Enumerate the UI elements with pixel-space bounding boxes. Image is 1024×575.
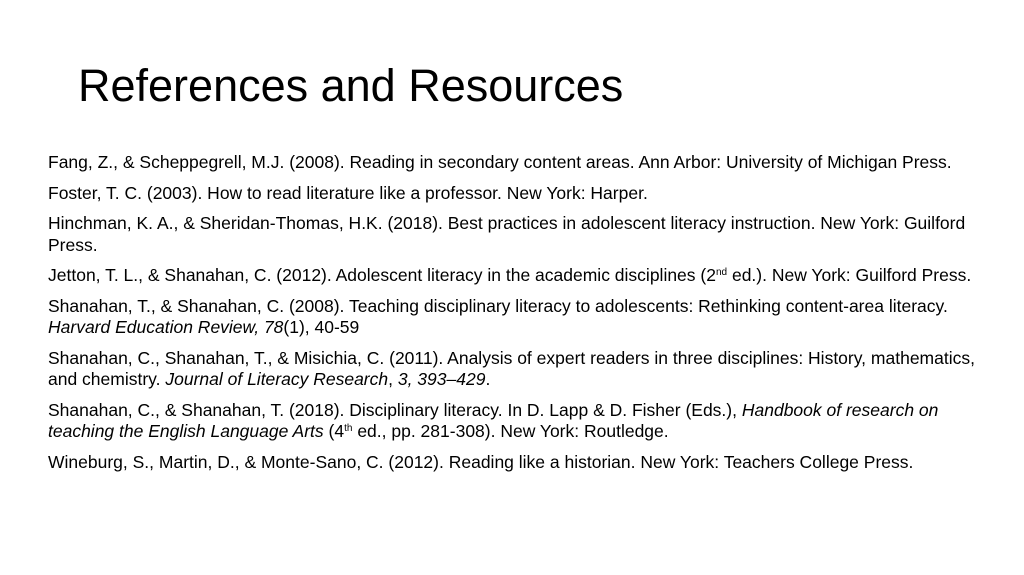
reference-item (48, 348, 996, 391)
reference-text: Wineburg, S., Martin, D., & Monte-Sano, C. (2012). Reading like a historian. New York: Teachers College Press. (48, 451, 914, 472)
reference-text: Jetton, T. L., & Shanahan, C. (2012). Adolescent literacy in the academic disciplines (2 (48, 265, 716, 285)
reference-item (48, 296, 996, 339)
reference-item (48, 400, 996, 443)
reference-item (48, 213, 996, 256)
ordinal-superscript: th (344, 423, 353, 434)
reference-text: Shanahan, T., & Shanahan, C. (2008). Teaching disciplinary literacy to adolescents: Rethinking content-area literacy. (48, 295, 948, 316)
italic-title-text: Harvard Education Review, 78 (48, 317, 284, 337)
reference-text: . (485, 369, 491, 389)
reference-list (48, 152, 996, 473)
ordinal-superscript: nd (715, 267, 728, 278)
reference-text: Shanahan, C., Shanahan, T., & Misichia, C. (2011). Analysis of expert readers in three disciplines: History, mathematics, and chemistry. (48, 347, 975, 389)
reference-text: , (388, 369, 398, 389)
reference-text: (4 (323, 421, 345, 441)
italic-title-text: Handbook of research on teaching the English Language Arts (48, 399, 939, 441)
reference-text: Shanahan, C., & Shanahan, T. (2018). Disciplinary literacy. In D. Lapp & D. Fisher (Eds.), (48, 399, 742, 420)
slide-title: References and Resources (78, 60, 624, 111)
italic-title-text: 3, 393–429 (397, 369, 486, 389)
reference-text: ed., pp. 281-308). New York: Routledge. (352, 421, 669, 441)
italic-title-text: Journal of Literacy Research (165, 369, 389, 389)
reference-item (48, 183, 996, 205)
reference-text: Foster, T. C. (2003). How to read literature like a professor. New York: Harper. (48, 182, 648, 203)
reference-item (48, 265, 996, 287)
reference-text: ed.). New York: Guilford Press. (727, 265, 972, 285)
reference-text: Hinchman, K. A., & Sheridan-Thomas, H.K. (2018). Best practices in adolescent literacy instruction. New York: Guilford Press. (48, 213, 966, 255)
reference-item (48, 452, 996, 474)
reference-item (48, 152, 996, 174)
reference-text: (1), 40-59 (283, 317, 360, 337)
reference-text: Fang, Z., & Scheppegrell, M.J. (2008). Reading in secondary content areas. Ann Arbor: University of Michigan Press. (48, 152, 952, 172)
